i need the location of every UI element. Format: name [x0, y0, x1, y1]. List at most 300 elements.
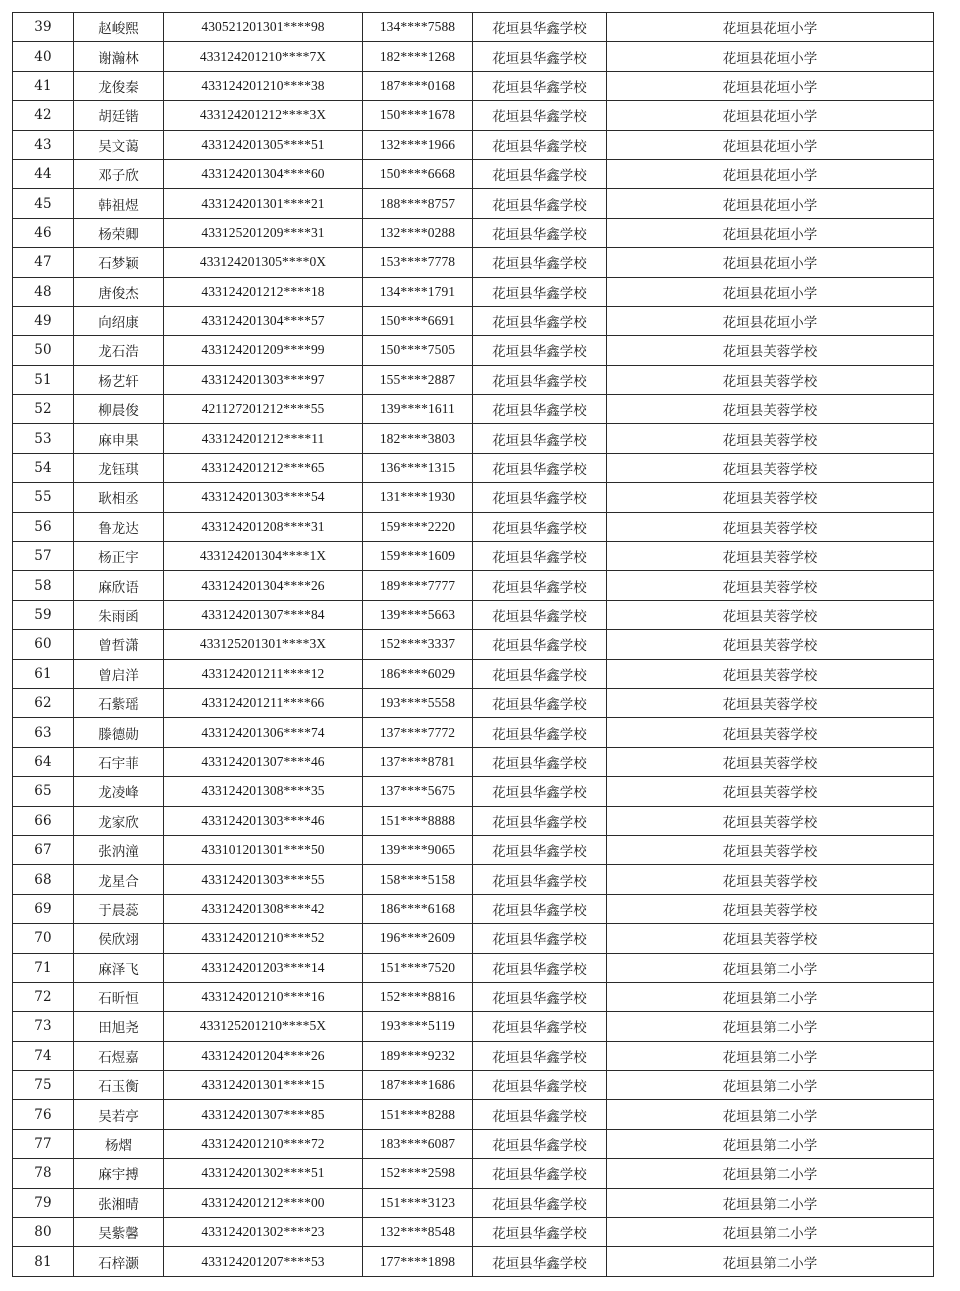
assigned-school-cell: 花垣县第二小学 — [607, 1218, 934, 1247]
phone-cell: 136****1315 — [363, 453, 473, 482]
phone-cell: 177****1898 — [363, 1247, 473, 1276]
assigned-school-cell: 花垣县芙蓉学校 — [607, 894, 934, 923]
row-number-cell: 40 — [13, 42, 74, 71]
table-row — [13, 512, 934, 541]
student-name-cell: 杨熠 — [74, 1129, 164, 1158]
row-number-cell: 77 — [13, 1129, 74, 1158]
id-number-cell: 433124201207****53 — [164, 1247, 363, 1276]
table-row — [13, 1247, 934, 1276]
phone-cell: 158****5158 — [363, 865, 473, 894]
assigned-school-cell: 花垣县芙蓉学校 — [607, 659, 934, 688]
assigned-school-cell: 花垣县第二小学 — [607, 1100, 934, 1129]
phone-cell: 134****1791 — [363, 277, 473, 306]
row-number-cell: 54 — [13, 453, 74, 482]
table-row — [13, 953, 934, 982]
assigned-school-cell: 花垣县第二小学 — [607, 1071, 934, 1100]
student-name-cell: 龙凌峰 — [74, 777, 164, 806]
table-row — [13, 336, 934, 365]
student-name-cell: 龙俊秦 — [74, 71, 164, 100]
assigned-school-cell: 花垣县芙蓉学校 — [607, 542, 934, 571]
id-number-cell: 433124201203****14 — [164, 953, 363, 982]
phone-cell: 152****2598 — [363, 1159, 473, 1188]
roster-sheet — [12, 12, 934, 1277]
id-number-cell: 433124201211****66 — [164, 688, 363, 717]
student-name-cell: 鲁龙达 — [74, 512, 164, 541]
row-number-cell: 47 — [13, 248, 74, 277]
table-row — [13, 248, 934, 277]
id-number-cell: 433124201306****74 — [164, 718, 363, 747]
phone-cell: 159****2220 — [363, 512, 473, 541]
phone-cell: 182****1268 — [363, 42, 473, 71]
id-number-cell: 433124201208****31 — [164, 512, 363, 541]
table-row — [13, 1041, 934, 1070]
phone-cell: 155****2887 — [363, 365, 473, 394]
table-row — [13, 1012, 934, 1041]
origin-school-cell: 花垣县华鑫学校 — [473, 542, 607, 571]
table-row — [13, 42, 934, 71]
assigned-school-cell: 花垣县花垣小学 — [607, 42, 934, 71]
row-number-cell: 66 — [13, 806, 74, 835]
row-number-cell: 67 — [13, 835, 74, 864]
table-row — [13, 1188, 934, 1217]
student-name-cell: 石梓灏 — [74, 1247, 164, 1276]
assigned-school-cell: 花垣县花垣小学 — [607, 218, 934, 247]
id-number-cell: 433124201308****42 — [164, 894, 363, 923]
row-number-cell: 80 — [13, 1218, 74, 1247]
phone-cell: 183****6087 — [363, 1129, 473, 1158]
origin-school-cell: 花垣县华鑫学校 — [473, 101, 607, 130]
student-name-cell: 麻申果 — [74, 424, 164, 453]
student-name-cell: 向绍康 — [74, 306, 164, 335]
phone-cell: 137****5675 — [363, 777, 473, 806]
id-number-cell: 433124201204****26 — [164, 1041, 363, 1070]
student-name-cell: 龙石浩 — [74, 336, 164, 365]
student-name-cell: 唐俊杰 — [74, 277, 164, 306]
table-row — [13, 571, 934, 600]
origin-school-cell: 花垣县华鑫学校 — [473, 1247, 607, 1276]
id-number-cell: 433124201303****97 — [164, 365, 363, 394]
row-number-cell: 48 — [13, 277, 74, 306]
origin-school-cell: 花垣县华鑫学校 — [473, 953, 607, 982]
origin-school-cell: 花垣县华鑫学校 — [473, 218, 607, 247]
table-row — [13, 1129, 934, 1158]
assigned-school-cell: 花垣县芙蓉学校 — [607, 630, 934, 659]
origin-school-cell: 花垣县华鑫学校 — [473, 718, 607, 747]
assigned-school-cell: 花垣县第二小学 — [607, 1129, 934, 1158]
row-number-cell: 58 — [13, 571, 74, 600]
table-row — [13, 1218, 934, 1247]
assigned-school-cell: 花垣县芙蓉学校 — [607, 453, 934, 482]
table-row — [13, 101, 934, 130]
student-name-cell: 杨艺轩 — [74, 365, 164, 394]
id-number-cell: 433124201212****18 — [164, 277, 363, 306]
student-name-cell: 张湘晴 — [74, 1188, 164, 1217]
student-name-cell: 谢瀚林 — [74, 42, 164, 71]
row-number-cell: 51 — [13, 365, 74, 394]
row-number-cell: 56 — [13, 512, 74, 541]
row-number-cell: 73 — [13, 1012, 74, 1041]
assigned-school-cell: 花垣县芙蓉学校 — [607, 747, 934, 776]
table-row — [13, 218, 934, 247]
phone-cell: 139****5663 — [363, 600, 473, 629]
origin-school-cell: 花垣县华鑫学校 — [473, 453, 607, 482]
row-number-cell: 60 — [13, 630, 74, 659]
origin-school-cell: 花垣县华鑫学校 — [473, 395, 607, 424]
phone-cell: 137****8781 — [363, 747, 473, 776]
table-row — [13, 1071, 934, 1100]
origin-school-cell: 花垣县华鑫学校 — [473, 806, 607, 835]
phone-cell: 188****8757 — [363, 189, 473, 218]
phone-cell: 151****3123 — [363, 1188, 473, 1217]
assigned-school-cell: 花垣县花垣小学 — [607, 248, 934, 277]
table-row — [13, 630, 934, 659]
row-number-cell: 81 — [13, 1247, 74, 1276]
student-name-cell: 杨荣卿 — [74, 218, 164, 247]
origin-school-cell: 花垣县华鑫学校 — [473, 336, 607, 365]
phone-cell: 151****7520 — [363, 953, 473, 982]
row-number-cell: 62 — [13, 688, 74, 717]
row-number-cell: 41 — [13, 71, 74, 100]
table-row — [13, 71, 934, 100]
table-row — [13, 688, 934, 717]
row-number-cell: 50 — [13, 336, 74, 365]
origin-school-cell: 花垣县华鑫学校 — [473, 1188, 607, 1217]
row-number-cell: 59 — [13, 600, 74, 629]
phone-cell: 189****7777 — [363, 571, 473, 600]
assigned-school-cell: 花垣县花垣小学 — [607, 277, 934, 306]
row-number-cell: 75 — [13, 1071, 74, 1100]
phone-cell: 139****9065 — [363, 835, 473, 864]
table-row — [13, 1100, 934, 1129]
student-name-cell: 吴紫馨 — [74, 1218, 164, 1247]
id-number-cell: 433124201212****3X — [164, 101, 363, 130]
table-row — [13, 453, 934, 482]
assigned-school-cell: 花垣县第二小学 — [607, 1012, 934, 1041]
id-number-cell: 433124201305****51 — [164, 130, 363, 159]
id-number-cell: 433124201307****46 — [164, 747, 363, 776]
origin-school-cell: 花垣县华鑫学校 — [473, 189, 607, 218]
row-number-cell: 42 — [13, 101, 74, 130]
id-number-cell: 433124201210****16 — [164, 982, 363, 1011]
student-name-cell: 石宇菲 — [74, 747, 164, 776]
id-number-cell: 433124201302****23 — [164, 1218, 363, 1247]
origin-school-cell: 花垣县华鑫学校 — [473, 483, 607, 512]
id-number-cell: 433124201212****11 — [164, 424, 363, 453]
assigned-school-cell: 花垣县芙蓉学校 — [607, 395, 934, 424]
row-number-cell: 70 — [13, 924, 74, 953]
phone-cell: 196****2609 — [363, 924, 473, 953]
row-number-cell: 53 — [13, 424, 74, 453]
origin-school-cell: 花垣县华鑫学校 — [473, 835, 607, 864]
table-row — [13, 600, 934, 629]
table-row — [13, 395, 934, 424]
id-number-cell: 430521201301****98 — [164, 13, 363, 42]
origin-school-cell: 花垣县华鑫学校 — [473, 512, 607, 541]
student-name-cell: 麻宇搏 — [74, 1159, 164, 1188]
id-number-cell: 433124201303****54 — [164, 483, 363, 512]
origin-school-cell: 花垣县华鑫学校 — [473, 659, 607, 688]
table-row — [13, 542, 934, 571]
origin-school-cell: 花垣县华鑫学校 — [473, 1100, 607, 1129]
id-number-cell: 433124201303****46 — [164, 806, 363, 835]
student-name-cell: 张汭潼 — [74, 835, 164, 864]
student-name-cell: 杨正宇 — [74, 542, 164, 571]
origin-school-cell: 花垣县华鑫学校 — [473, 865, 607, 894]
id-number-cell: 433124201307****85 — [164, 1100, 363, 1129]
phone-cell: 193****5119 — [363, 1012, 473, 1041]
student-name-cell: 田旭尧 — [74, 1012, 164, 1041]
row-number-cell: 69 — [13, 894, 74, 923]
phone-cell: 150****7505 — [363, 336, 473, 365]
origin-school-cell: 花垣县华鑫学校 — [473, 248, 607, 277]
row-number-cell: 74 — [13, 1041, 74, 1070]
student-name-cell: 吴若亭 — [74, 1100, 164, 1129]
student-name-cell: 龙家欣 — [74, 806, 164, 835]
student-name-cell: 韩祖煜 — [74, 189, 164, 218]
phone-cell: 152****3337 — [363, 630, 473, 659]
origin-school-cell: 花垣县华鑫学校 — [473, 424, 607, 453]
phone-cell: 159****1609 — [363, 542, 473, 571]
student-name-cell: 胡廷锴 — [74, 101, 164, 130]
student-name-cell: 朱雨函 — [74, 600, 164, 629]
row-number-cell: 61 — [13, 659, 74, 688]
id-number-cell: 433124201304****26 — [164, 571, 363, 600]
row-number-cell: 65 — [13, 777, 74, 806]
table-row — [13, 747, 934, 776]
origin-school-cell: 花垣县华鑫学校 — [473, 306, 607, 335]
id-number-cell: 433124201304****1X — [164, 542, 363, 571]
table-row — [13, 865, 934, 894]
id-number-cell: 433101201301****50 — [164, 835, 363, 864]
origin-school-cell: 花垣县华鑫学校 — [473, 688, 607, 717]
row-number-cell: 76 — [13, 1100, 74, 1129]
phone-cell: 132****0288 — [363, 218, 473, 247]
student-name-cell: 麻欣语 — [74, 571, 164, 600]
origin-school-cell: 花垣县华鑫学校 — [473, 1071, 607, 1100]
assigned-school-cell: 花垣县花垣小学 — [607, 13, 934, 42]
id-number-cell: 421127201212****55 — [164, 395, 363, 424]
table-row — [13, 659, 934, 688]
table-row — [13, 835, 934, 864]
id-number-cell: 433124201211****12 — [164, 659, 363, 688]
id-number-cell: 433124201304****57 — [164, 306, 363, 335]
table-row — [13, 718, 934, 747]
origin-school-cell: 花垣县华鑫学校 — [473, 13, 607, 42]
row-number-cell: 57 — [13, 542, 74, 571]
id-number-cell: 433124201308****35 — [164, 777, 363, 806]
row-number-cell: 68 — [13, 865, 74, 894]
table-row — [13, 806, 934, 835]
student-name-cell: 石煜嘉 — [74, 1041, 164, 1070]
row-number-cell: 49 — [13, 306, 74, 335]
table-row — [13, 924, 934, 953]
phone-cell: 182****3803 — [363, 424, 473, 453]
assigned-school-cell: 花垣县第二小学 — [607, 1188, 934, 1217]
phone-cell: 150****6668 — [363, 159, 473, 188]
assigned-school-cell: 花垣县芙蓉学校 — [607, 924, 934, 953]
phone-cell: 151****8888 — [363, 806, 473, 835]
assigned-school-cell: 花垣县花垣小学 — [607, 306, 934, 335]
id-number-cell: 433124201212****65 — [164, 453, 363, 482]
row-number-cell: 46 — [13, 218, 74, 247]
assigned-school-cell: 花垣县芙蓉学校 — [607, 835, 934, 864]
student-name-cell: 石玉衡 — [74, 1071, 164, 1100]
student-name-cell: 侯欣翊 — [74, 924, 164, 953]
origin-school-cell: 花垣县华鑫学校 — [473, 159, 607, 188]
student-name-cell: 石梦颖 — [74, 248, 164, 277]
phone-cell: 150****1678 — [363, 101, 473, 130]
id-number-cell: 433124201210****7X — [164, 42, 363, 71]
phone-cell: 139****1611 — [363, 395, 473, 424]
assigned-school-cell: 花垣县芙蓉学校 — [607, 777, 934, 806]
table-row — [13, 483, 934, 512]
student-name-cell: 麻泽飞 — [74, 953, 164, 982]
student-name-cell: 邓子欣 — [74, 159, 164, 188]
id-number-cell: 433125201210****5X — [164, 1012, 363, 1041]
origin-school-cell: 花垣县华鑫学校 — [473, 1012, 607, 1041]
table-row — [13, 130, 934, 159]
row-number-cell: 72 — [13, 982, 74, 1011]
origin-school-cell: 花垣县华鑫学校 — [473, 630, 607, 659]
student-name-cell: 吴文蔼 — [74, 130, 164, 159]
assigned-school-cell: 花垣县芙蓉学校 — [607, 688, 934, 717]
row-number-cell: 39 — [13, 13, 74, 42]
assigned-school-cell: 花垣县花垣小学 — [607, 189, 934, 218]
id-number-cell: 433124201209****99 — [164, 336, 363, 365]
id-number-cell: 433124201305****0X — [164, 248, 363, 277]
id-number-cell: 433124201307****84 — [164, 600, 363, 629]
table-row — [13, 777, 934, 806]
student-name-cell: 曾哲潇 — [74, 630, 164, 659]
table-row — [13, 189, 934, 218]
table-row — [13, 894, 934, 923]
row-number-cell: 71 — [13, 953, 74, 982]
phone-cell: 152****8816 — [363, 982, 473, 1011]
origin-school-cell: 花垣县华鑫学校 — [473, 747, 607, 776]
origin-school-cell: 花垣县华鑫学校 — [473, 130, 607, 159]
id-number-cell: 433124201304****60 — [164, 159, 363, 188]
origin-school-cell: 花垣县华鑫学校 — [473, 600, 607, 629]
assigned-school-cell: 花垣县花垣小学 — [607, 71, 934, 100]
phone-cell: 150****6691 — [363, 306, 473, 335]
origin-school-cell: 花垣县华鑫学校 — [473, 1218, 607, 1247]
phone-cell: 186****6029 — [363, 659, 473, 688]
phone-cell: 132****1966 — [363, 130, 473, 159]
student-roster-table — [12, 12, 934, 1277]
row-number-cell: 79 — [13, 1188, 74, 1217]
table-row — [13, 306, 934, 335]
origin-school-cell: 花垣县华鑫学校 — [473, 277, 607, 306]
roster-table-body — [13, 13, 934, 1277]
origin-school-cell: 花垣县华鑫学校 — [473, 777, 607, 806]
student-name-cell: 赵峻熙 — [74, 13, 164, 42]
assigned-school-cell: 花垣县芙蓉学校 — [607, 806, 934, 835]
origin-school-cell: 花垣县华鑫学校 — [473, 894, 607, 923]
origin-school-cell: 花垣县华鑫学校 — [473, 42, 607, 71]
id-number-cell: 433124201210****52 — [164, 924, 363, 953]
row-number-cell: 43 — [13, 130, 74, 159]
table-row — [13, 424, 934, 453]
assigned-school-cell: 花垣县第二小学 — [607, 1159, 934, 1188]
assigned-school-cell: 花垣县芙蓉学校 — [607, 600, 934, 629]
table-row — [13, 13, 934, 42]
origin-school-cell: 花垣县华鑫学校 — [473, 1159, 607, 1188]
phone-cell: 193****5558 — [363, 688, 473, 717]
row-number-cell: 63 — [13, 718, 74, 747]
assigned-school-cell: 花垣县第二小学 — [607, 953, 934, 982]
student-name-cell: 耿相丞 — [74, 483, 164, 512]
student-name-cell: 龙星合 — [74, 865, 164, 894]
assigned-school-cell: 花垣县芙蓉学校 — [607, 483, 934, 512]
student-name-cell: 于晨蕊 — [74, 894, 164, 923]
origin-school-cell: 花垣县华鑫学校 — [473, 982, 607, 1011]
assigned-school-cell: 花垣县芙蓉学校 — [607, 365, 934, 394]
origin-school-cell: 花垣县华鑫学校 — [473, 924, 607, 953]
assigned-school-cell: 花垣县芙蓉学校 — [607, 424, 934, 453]
student-name-cell: 柳晨俊 — [74, 395, 164, 424]
row-number-cell: 45 — [13, 189, 74, 218]
phone-cell: 187****0168 — [363, 71, 473, 100]
row-number-cell: 55 — [13, 483, 74, 512]
id-number-cell: 433125201209****31 — [164, 218, 363, 247]
table-row — [13, 365, 934, 394]
id-number-cell: 433124201302****51 — [164, 1159, 363, 1188]
assigned-school-cell: 花垣县芙蓉学校 — [607, 571, 934, 600]
table-row — [13, 982, 934, 1011]
table-row — [13, 159, 934, 188]
phone-cell: 134****7588 — [363, 13, 473, 42]
assigned-school-cell: 花垣县第二小学 — [607, 982, 934, 1011]
assigned-school-cell: 花垣县芙蓉学校 — [607, 865, 934, 894]
phone-cell: 131****1930 — [363, 483, 473, 512]
table-row — [13, 1159, 934, 1188]
assigned-school-cell: 花垣县花垣小学 — [607, 130, 934, 159]
assigned-school-cell: 花垣县花垣小学 — [607, 159, 934, 188]
phone-cell: 137****7772 — [363, 718, 473, 747]
id-number-cell: 433125201301****3X — [164, 630, 363, 659]
student-name-cell: 滕德勋 — [74, 718, 164, 747]
origin-school-cell: 花垣县华鑫学校 — [473, 571, 607, 600]
student-name-cell: 石紫瑶 — [74, 688, 164, 717]
phone-cell: 153****7778 — [363, 248, 473, 277]
phone-cell: 151****8288 — [363, 1100, 473, 1129]
assigned-school-cell: 花垣县芙蓉学校 — [607, 512, 934, 541]
phone-cell: 132****8548 — [363, 1218, 473, 1247]
row-number-cell: 44 — [13, 159, 74, 188]
student-name-cell: 曾启洋 — [74, 659, 164, 688]
table-row — [13, 277, 934, 306]
assigned-school-cell: 花垣县芙蓉学校 — [607, 336, 934, 365]
origin-school-cell: 花垣县华鑫学校 — [473, 71, 607, 100]
phone-cell: 187****1686 — [363, 1071, 473, 1100]
id-number-cell: 433124201303****55 — [164, 865, 363, 894]
id-number-cell: 433124201301****15 — [164, 1071, 363, 1100]
assigned-school-cell: 花垣县第二小学 — [607, 1247, 934, 1276]
id-number-cell: 433124201212****00 — [164, 1188, 363, 1217]
student-name-cell: 龙钰琪 — [74, 453, 164, 482]
origin-school-cell: 花垣县华鑫学校 — [473, 1129, 607, 1158]
origin-school-cell: 花垣县华鑫学校 — [473, 1041, 607, 1070]
id-number-cell: 433124201301****21 — [164, 189, 363, 218]
row-number-cell: 78 — [13, 1159, 74, 1188]
assigned-school-cell: 花垣县花垣小学 — [607, 101, 934, 130]
student-name-cell: 石昕恒 — [74, 982, 164, 1011]
assigned-school-cell: 花垣县芙蓉学校 — [607, 718, 934, 747]
phone-cell: 189****9232 — [363, 1041, 473, 1070]
assigned-school-cell: 花垣县第二小学 — [607, 1041, 934, 1070]
row-number-cell: 64 — [13, 747, 74, 776]
id-number-cell: 433124201210****72 — [164, 1129, 363, 1158]
